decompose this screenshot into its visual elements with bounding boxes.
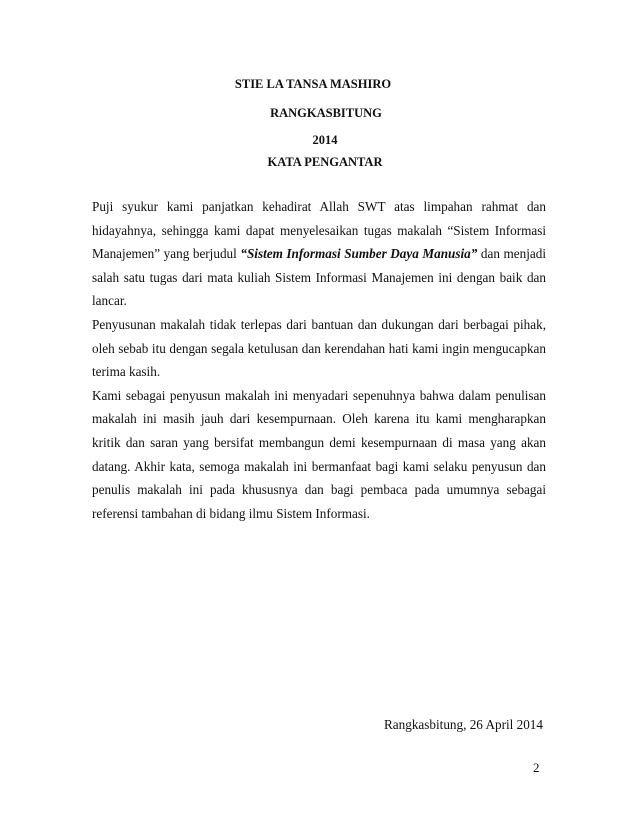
paragraph-2: Penyusunan makalah tidak terlepas dari bantuan dan dukungan dari berbagai pihak, oleh sebab itu dengan segala ketulusan dan kerendahan hati kami ingin mengucapkan terima kasih. [92, 316, 546, 380]
paragraph-1 [92, 195, 546, 313]
paragraph-1-text-start: Puji syukur kami panjatkan kehadirat Allah SWT atas limpahan rahmat dan hidayahnya, sehingga kami dapat menyelesaikan tugas makalah “Sistem Informasi Manajemen” yang berjudul [92, 199, 546, 262]
page-number: 2 [533, 760, 540, 775]
institution-heading: STIE LA TANSA MASHIRO [234, 77, 392, 91]
paragraph-3: Kami sebagai penyusun makalah ini menyadari sepenuhnya bahwa dalam penulisan makalah ini masih jauh dari kesempurnaan. Oleh karena itu kami mengharapkan kritik dan saran yang bersifat membangun demi kesempurnaan di masa yang akan datang. Akhir kata, semoga makalah ini bermanfaat bagi kami selaku penyusun dan penulis makalah ini pada khususnya dan bagi pembaca pada umumnya sebagai referensi tambahan di bidang ilmu Sistem Informasi. [92, 387, 546, 521]
city-heading: RANGKASBITUNG [270, 106, 382, 120]
body-text [92, 195, 546, 525]
section-title: KATA PENGANTAR [267, 155, 383, 169]
paper-title-emphasis: “Sistem Informasi Sumber Daya Manusia” [240, 246, 478, 262]
paragraph-1-text-end: dan menjadi salah satu tugas dari mata kuliah Sistem Informasi Manajemen ini dengan baik dan lancar. [92, 246, 546, 309]
signoff-date: Rangkasbitung, 26 April 2014 [384, 717, 543, 732]
year-heading: 2014 [312, 133, 338, 147]
